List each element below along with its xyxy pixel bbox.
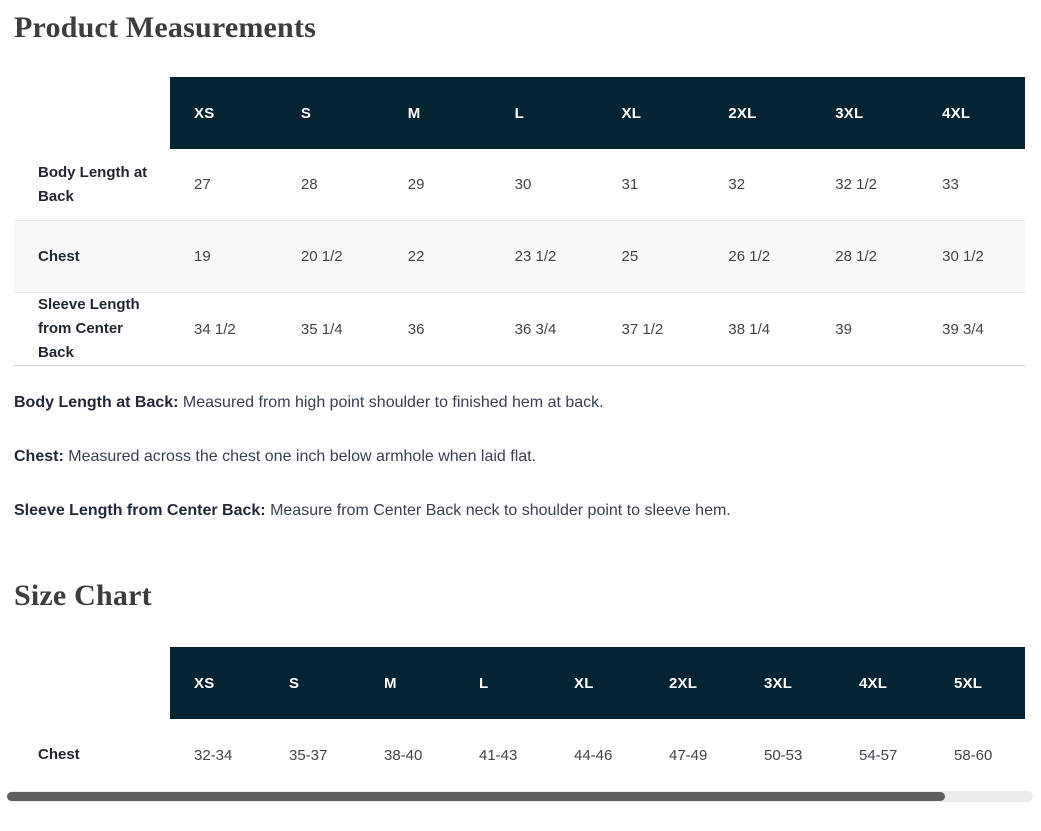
measurements-table xyxy=(14,77,1025,366)
definition-chest xyxy=(14,445,1025,469)
page-title: Product Measurements xyxy=(14,11,317,44)
table-cell: 28 1/2 xyxy=(811,221,918,293)
table-cell: 32 xyxy=(704,149,811,221)
row-label-sleeve-length: Sleeve Length from Center Back xyxy=(14,293,170,366)
column-header-3xl: 3XL xyxy=(811,77,918,149)
table-header-spacer xyxy=(14,647,170,719)
table-cell: 32-34 xyxy=(194,746,233,764)
definition-sleeve-length xyxy=(14,499,1025,523)
column-header-s: S xyxy=(265,647,360,719)
row-label-chest: Chest xyxy=(14,221,170,293)
column-header-xl: XL xyxy=(598,77,705,149)
table-cell: 22 xyxy=(384,221,491,293)
column-header-l: L xyxy=(455,647,550,719)
table-cell: 50-53 xyxy=(764,746,803,764)
column-header-s: S xyxy=(277,77,384,149)
column-header-3xl: 3XL xyxy=(740,647,835,719)
column-header-4xl: 4XL xyxy=(918,77,1025,149)
scrollbar-thumb[interactable] xyxy=(7,792,945,801)
table-cell: 30 1/2 xyxy=(918,221,1025,293)
measurement-definitions xyxy=(14,391,1025,523)
definition-description: Measured across the chest one inch below armhole when laid flat. xyxy=(68,448,537,465)
column-header-xs: XS xyxy=(170,647,265,719)
table-header-spacer xyxy=(14,77,170,149)
table-cell: 38 1/4 xyxy=(704,293,811,366)
table-cell: 36 3/4 xyxy=(491,293,598,366)
table-cell: 33 xyxy=(918,149,1025,221)
table-cell: 38-40 xyxy=(384,746,423,764)
table-cell: 30 xyxy=(491,149,598,221)
definition-description: Measured from high point shoulder to finished hem at back. xyxy=(182,394,604,411)
column-header-l: L xyxy=(491,77,598,149)
column-header-m: M xyxy=(384,77,491,149)
table-cell: 29 xyxy=(384,149,491,221)
table-cell: 35 1/4 xyxy=(277,293,384,366)
table-cell: 27 xyxy=(170,149,277,221)
table-cell: 47-49 xyxy=(669,746,708,764)
table-cell: 25 xyxy=(598,221,705,293)
table-cell: 26 1/2 xyxy=(704,221,811,293)
table-cell: 28 xyxy=(277,149,384,221)
definition-term: Sleeve Length from Center Back: xyxy=(14,502,266,519)
table-cell: 23 1/2 xyxy=(491,221,598,293)
table-cell: 34 1/2 xyxy=(170,293,277,366)
table-cell: 58-60 xyxy=(954,746,993,764)
table-cell: 20 1/2 xyxy=(277,221,384,293)
horizontal-scrollbar[interactable] xyxy=(7,791,1033,802)
row-label-chest: Chest xyxy=(38,746,80,763)
column-header-2xl: 2XL xyxy=(704,77,811,149)
column-header-4xl: 4XL xyxy=(835,647,930,719)
size-chart-table xyxy=(14,647,1025,791)
table-cell: 32 1/2 xyxy=(811,149,918,221)
definition-body-length xyxy=(14,391,1025,415)
table-cell: 54-57 xyxy=(859,746,898,764)
column-header-m: M xyxy=(360,647,455,719)
size-chart-title: Size Chart xyxy=(14,579,152,612)
table-cell: 41-43 xyxy=(479,746,518,764)
column-header-2xl: 2XL xyxy=(645,647,740,719)
column-header-xl: XL xyxy=(550,647,645,719)
table-cell: 35-37 xyxy=(289,746,328,764)
table-cell: 44-46 xyxy=(574,746,613,764)
table-cell: 39 xyxy=(811,293,918,366)
table-cell: 39 3/4 xyxy=(918,293,1025,366)
column-header-xs: XS xyxy=(170,77,277,149)
table-cell: 37 1/2 xyxy=(598,293,705,366)
table-cell: 19 xyxy=(170,221,277,293)
table-cell: 31 xyxy=(598,149,705,221)
column-header-5xl: 5XL xyxy=(930,647,1025,719)
definition-description: Measure from Center Back neck to shoulder point to sleeve hem. xyxy=(270,502,731,519)
definition-term: Body Length at Back: xyxy=(14,394,179,411)
definition-term: Chest: xyxy=(14,448,64,465)
table-cell: 36 xyxy=(384,293,491,366)
row-label-body-length: Body Length at Back xyxy=(14,149,170,221)
